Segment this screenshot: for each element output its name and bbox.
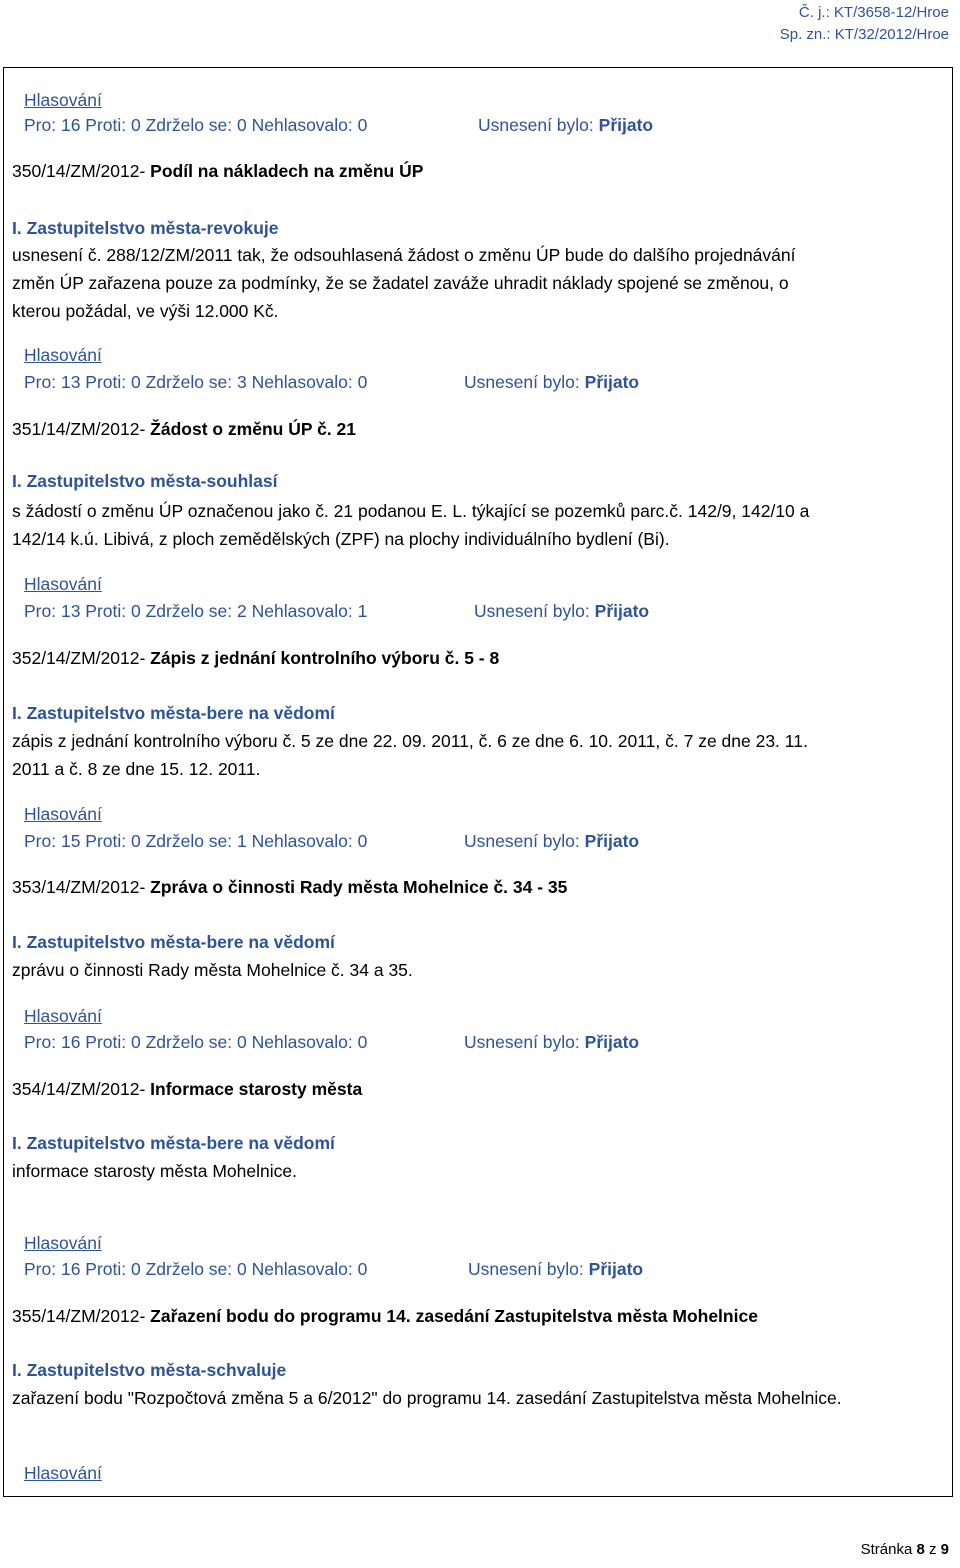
resolution-text-351-line2: 142/14 k.ú. Libivá, z ploch zemědělských (ZPF) na plochy individuálního bydlení (Bi). — [12, 529, 670, 549]
resolution-heading-355: I. Zastupitelstvo města-schvaluje — [12, 1360, 287, 1380]
resolution-title-354: 354/14/ZM/2012- Informace starosty města — [12, 1079, 363, 1099]
resolution-heading-350: I. Zastupitelstvo města-revokuje — [12, 218, 279, 238]
resolution-text-350-line3: kterou požádal, ve výši 12.000 Kč. — [12, 301, 279, 321]
hlasovani-link[interactable]: Hlasování — [24, 804, 102, 824]
hlasovani-link[interactable]: Hlasování — [24, 1006, 102, 1026]
resolution-heading-352: I. Zastupitelstvo města-bere na vědomí — [12, 703, 335, 723]
resolution-title-352: 352/14/ZM/2012- Zápis z jednání kontrolního výboru č. 5 - 8 — [12, 648, 500, 668]
hlasovani-link[interactable]: Hlasování — [24, 90, 102, 110]
resolution-text-350-line1: usnesení č. 288/12/ZM/2011 tak, že odsouhlasená žádost o změnu ÚP bude do dalšího projednávání — [12, 245, 796, 265]
document-reference-cj: Č. j.: KT/3658-12/Hroe — [798, 4, 949, 21]
resolution-title-350: 350/14/ZM/2012- Podíl na nákladech na změnu ÚP — [12, 161, 424, 181]
resolution-title-353: 353/14/ZM/2012- Zpráva o činnosti Rady města Mohelnice č. 34 - 35 — [12, 877, 568, 897]
resolution-result: Usnesení bylo: Přijato — [478, 115, 654, 135]
vote-counts: Pro: 16 Proti: 0 Zdrželo se: 0 Nehlasovalo: 0 — [24, 1259, 368, 1279]
resolution-text-352-line2: 2011 a č. 8 ze dne 15. 12. 2011. — [12, 759, 261, 779]
resolution-result: Usnesení bylo: Přijato — [464, 1032, 640, 1052]
hlasovani-link[interactable]: Hlasování — [24, 1233, 102, 1253]
vote-counts: Pro: 13 Proti: 0 Zdrželo se: 3 Nehlasovalo: 0 — [24, 372, 368, 392]
resolution-text-353-line1: zprávu o činnosti Rady města Mohelnice č. 34 a 35. — [12, 960, 413, 980]
resolution-text-352-line1: zápis z jednání kontrolního výboru č. 5 ze dne 22. 09. 2011, č. 6 ze dne 6. 10. 2011, č. 7 ze dne 23. 11. — [12, 731, 808, 751]
resolution-text-354-line1: informace starosty města Mohelnice. — [12, 1161, 297, 1181]
resolution-title-355: 355/14/ZM/2012- Zařazení bodu do programu 14. zasedání Zastupitelstva města Mohelnice — [12, 1306, 758, 1326]
resolution-text-355: zařazení bodu "Rozpočtová změna 5 a 6/2012" do programu 14. zasedání Zastupitelstva města Mohelnice. — [12, 1388, 842, 1408]
resolution-result: Usnesení bylo: Přijato — [464, 372, 640, 392]
vote-counts: Pro: 13 Proti: 0 Zdrželo se: 2 Nehlasovalo: 1 — [24, 601, 368, 621]
vote-counts: Pro: 16 Proti: 0 Zdrželo se: 0 Nehlasovalo: 0 — [24, 1032, 368, 1052]
hlasovani-link[interactable]: Hlasování — [24, 574, 102, 594]
page-number: Stránka 8 z 9 — [860, 1541, 949, 1558]
resolution-result: Usnesení bylo: Přijato — [474, 601, 650, 621]
vote-counts: Pro: 15 Proti: 0 Zdrželo se: 1 Nehlasovalo: 0 — [24, 831, 368, 851]
resolution-heading-354: I. Zastupitelstvo města-bere na vědomí — [12, 1133, 335, 1153]
hlasovani-link[interactable]: Hlasování — [24, 345, 102, 365]
hlasovani-link[interactable]: Hlasování — [24, 1463, 102, 1483]
resolution-text-350-line2: změn ÚP zařazena pouze za podmínky, že se žadatel zaváže uhradit náklady spojené se změnou, o — [12, 273, 789, 293]
resolution-title-351: 351/14/ZM/2012- Žádost o změnu ÚP č. 21 — [12, 419, 356, 439]
document-reference-spzn: Sp. zn.: KT/32/2012/Hroe — [779, 26, 949, 43]
resolution-heading-351: I. Zastupitelstvo města-souhlasí — [12, 471, 278, 491]
resolution-result: Usnesení bylo: Přijato — [464, 831, 640, 851]
resolution-text-351-line1: s žádostí o změnu ÚP označenou jako č. 21 podanou E. L. týkající se pozemků parc.č. 142/9, 142/10 a — [12, 501, 810, 521]
vote-counts: Pro: 16 Proti: 0 Zdrželo se: 0 Nehlasovalo: 0 — [24, 115, 368, 135]
resolution-result: Usnesení bylo: Přijato — [468, 1259, 644, 1279]
resolution-heading-353: I. Zastupitelstvo města-bere na vědomí — [12, 932, 335, 952]
